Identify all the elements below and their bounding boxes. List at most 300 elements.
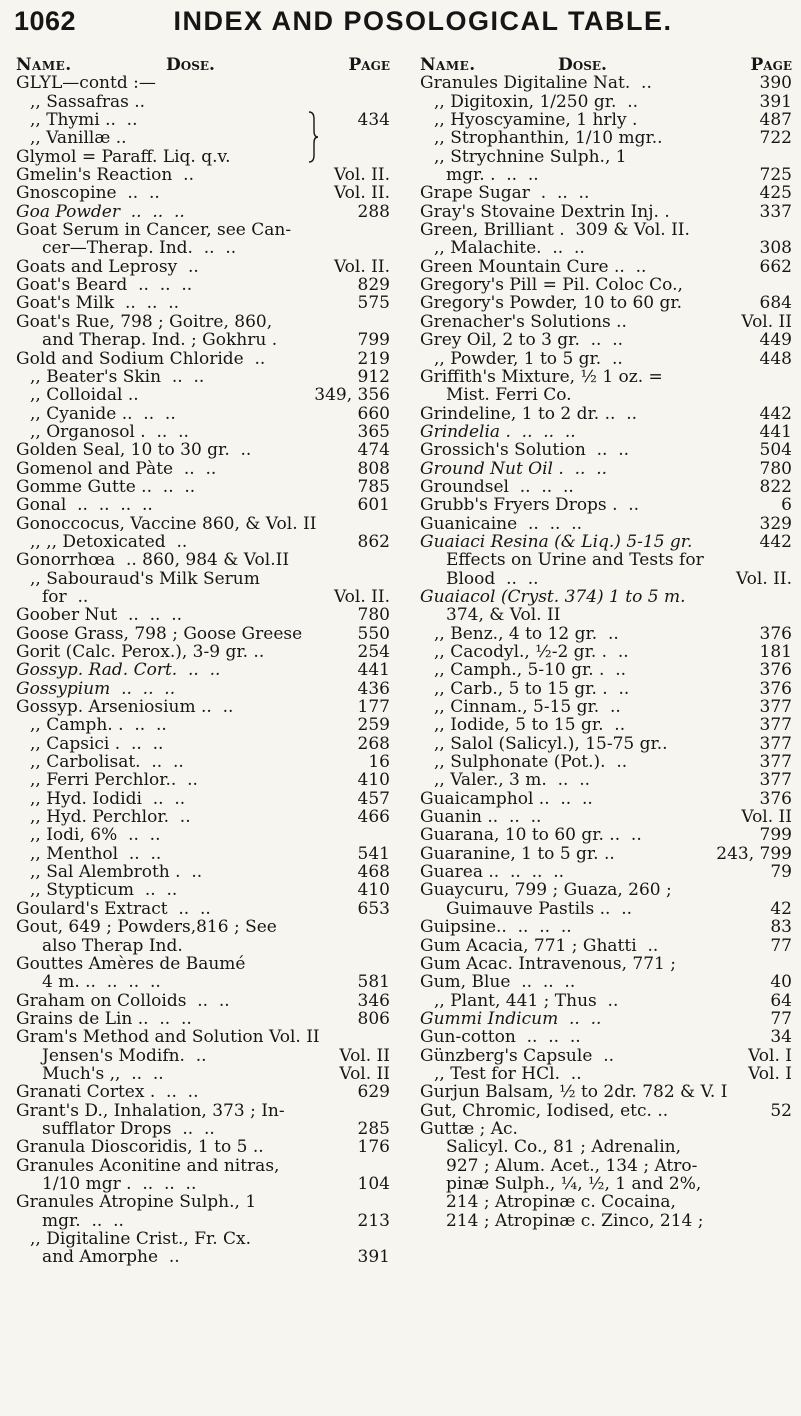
index-entry xyxy=(16,203,390,221)
entry-text: ,, Cacodyl., ½-2 gr. . .. xyxy=(434,643,629,662)
entry-text: Guttæ ; Ac. xyxy=(420,1119,518,1139)
entry-text: Grossich's Solution .. .. xyxy=(420,441,630,460)
entry-text: Gold and Sodium Chloride .. xyxy=(16,349,266,368)
entry-page: 285 xyxy=(357,1119,390,1139)
entry-text: Granati Cortex . .. .. xyxy=(16,1083,199,1102)
index-entry xyxy=(16,826,390,844)
entry-page: 40 xyxy=(770,973,792,992)
entry-text: ,, Carb., 5 to 15 gr. . .. xyxy=(434,679,630,699)
index-entry xyxy=(420,111,792,129)
entry-page: 16 xyxy=(368,753,390,772)
entry-page: 288 xyxy=(357,202,390,222)
entry-page: 785 xyxy=(357,477,390,497)
index-entry xyxy=(16,1120,390,1138)
entry-text: Guanicaine .. .. .. xyxy=(420,514,582,533)
entry-page: 442 xyxy=(759,532,792,552)
index-entry xyxy=(420,368,792,386)
entry-page: 550 xyxy=(357,624,390,643)
entry-page: 64 xyxy=(770,991,792,1010)
index-entry xyxy=(16,1193,390,1211)
entry-text: ,, Cinnam., 5-15 gr. .. xyxy=(434,698,621,717)
entry-page: 474 xyxy=(357,441,390,460)
entry-text: Goat's Milk .. .. .. xyxy=(16,294,180,313)
entry-text: ,, Organosol . .. .. xyxy=(30,422,189,442)
index-entry xyxy=(420,129,792,147)
entry-page: Vol. I xyxy=(748,1046,792,1065)
entry-page: 808 xyxy=(357,459,390,478)
entry-page: 722 xyxy=(759,129,792,148)
entry-text: Gregory's Pill = Pil. Coloc Co., xyxy=(420,276,683,295)
index-entry xyxy=(16,1083,390,1101)
index-entry xyxy=(420,239,792,257)
entry-text: Salicyl. Co., 81 ; Adrenalin, xyxy=(446,1138,682,1157)
entry-text: ,, Hyd. Perchlor. .. xyxy=(30,808,191,827)
entry-text: Guanin .. .. .. xyxy=(420,808,542,827)
index-entry xyxy=(420,184,792,202)
index-entry xyxy=(16,1010,390,1028)
index-entry xyxy=(16,1047,390,1065)
entry-page: 243, 799 xyxy=(716,844,792,864)
index-entry xyxy=(420,625,792,643)
entry-text: Guaycuru, 799 ; Guaza, 260 ; xyxy=(420,881,672,900)
entry-text: Guarea .. .. .. .. xyxy=(420,863,565,882)
index-entry xyxy=(420,1157,792,1175)
entry-page: 457 xyxy=(357,789,390,809)
entry-text: Gum, Blue .. .. .. xyxy=(420,973,576,992)
index-entry xyxy=(16,606,390,624)
right-column xyxy=(420,56,792,1230)
index-entry xyxy=(16,570,390,588)
entry-page: Vol. II. xyxy=(333,257,390,277)
entry-text: ,, Plant, 441 ; Thus .. xyxy=(434,991,619,1010)
page-title: INDEX AND POSOLOGICAL TABLE. xyxy=(173,6,673,36)
entry-page: 487 xyxy=(759,111,792,130)
entry-page: Vol. II xyxy=(741,808,792,827)
index-entry xyxy=(420,588,792,606)
entry-page: 799 xyxy=(357,331,390,350)
index-entry xyxy=(420,405,792,423)
entry-text: Guarana, 10 to 60 gr. .. .. xyxy=(420,826,642,845)
index-entry xyxy=(420,1010,792,1028)
index-entry xyxy=(420,808,792,826)
index-entry xyxy=(16,625,390,643)
entry-page: 504 xyxy=(759,441,792,460)
entry-text: ,, Hyoscyamine, 1 hrly . xyxy=(434,111,638,130)
entry-text: for .. xyxy=(42,587,89,607)
index-entry xyxy=(16,900,390,918)
entry-text: Effects on Urine and Tests for xyxy=(446,551,704,570)
index-entry xyxy=(420,1120,792,1138)
index-entry xyxy=(420,973,792,991)
entry-text: Gonorrhœa .. 860, 984 & Vol.II xyxy=(16,551,290,570)
entry-text: Gonoccocus, Vaccine 860, & Vol. II xyxy=(16,514,317,533)
index-entry xyxy=(16,1175,390,1193)
entry-page: 862 xyxy=(357,532,390,552)
entry-page: 377 xyxy=(759,734,792,754)
entry-text: and Amorphe .. xyxy=(42,1248,180,1267)
entry-text: Guaicamphol .. .. .. xyxy=(420,789,593,809)
index-entry xyxy=(16,129,390,147)
entry-page: 468 xyxy=(357,863,390,882)
entry-text: Gout, 649 ; Powders,816 ; See xyxy=(16,918,277,937)
entry-text: 927 ; Alum. Acet., 134 ; Atro- xyxy=(446,1156,698,1175)
index-entry xyxy=(16,460,390,478)
entry-text: ,, Strychnine Sulph., 1 xyxy=(434,147,627,167)
entry-page: 79 xyxy=(770,863,792,882)
index-entry xyxy=(16,1028,390,1046)
entry-text: Glymol = Paraff. Liq. q.v. xyxy=(16,147,231,167)
entry-text: ,, Ferri Perchlor.. .. xyxy=(30,771,198,790)
entry-text: Grape Sugar . .. .. xyxy=(420,184,590,203)
entry-page: 259 xyxy=(357,716,390,735)
index-entry xyxy=(420,350,792,368)
index-entry xyxy=(16,368,390,386)
index-entry xyxy=(16,166,390,184)
entry-text: Gum Acac. Intravenous, 771 ; xyxy=(420,954,676,974)
index-entry xyxy=(16,239,390,257)
entry-page: 410 xyxy=(357,771,390,790)
entry-page: 390 xyxy=(759,74,792,93)
index-entry xyxy=(420,753,792,771)
entry-text: Griffith's Mixture, ½ 1 oz. = xyxy=(420,367,663,387)
entry-page: 349, 356 xyxy=(314,386,390,405)
entry-text: Gram's Method and Solution Vol. II xyxy=(16,1028,320,1047)
entry-text: Grant's D., Inhalation, 373 ; In- xyxy=(16,1101,285,1120)
entry-page: Vol. II. xyxy=(333,184,390,203)
index-entry xyxy=(16,808,390,826)
index-entry xyxy=(16,973,390,991)
entry-text: ,, Sulphonate (Pot.). .. xyxy=(434,753,628,772)
index-entry xyxy=(16,294,390,312)
index-entry xyxy=(16,350,390,368)
entry-text: ,, Digitaline Crist., Fr. Cx. xyxy=(30,1230,252,1249)
entry-text: ,, Thymi .. .. xyxy=(30,111,138,130)
entry-text: 1/10 mgr . .. .. .. xyxy=(42,1174,197,1194)
entry-text: Gummi Indicum .. .. xyxy=(420,1009,602,1029)
entry-text: ,, Strophanthin, 1/10 mgr.. xyxy=(434,129,663,148)
index-entry xyxy=(16,551,390,569)
index-entry xyxy=(420,148,792,166)
entry-page: 77 xyxy=(770,936,792,955)
entry-text: ,, ,, Detoxicated .. xyxy=(30,532,188,552)
entry-text: Gonal .. .. .. .. xyxy=(16,496,153,515)
entry-text: Goat Serum in Cancer, see Can- xyxy=(16,221,292,240)
index-entry xyxy=(420,826,792,844)
entry-text: Green, Brilliant . 309 & Vol. II. xyxy=(420,221,690,240)
entry-text: 374, & Vol. II xyxy=(446,606,561,625)
entry-text: 214 ; Atropinæ c. Cocaina, xyxy=(446,1193,676,1212)
entry-page: 104 xyxy=(357,1174,390,1194)
heading-page: Page xyxy=(750,56,792,75)
index-entry xyxy=(16,918,390,936)
entry-text: ,, Sabouraud's Milk Serum xyxy=(30,569,260,588)
index-entry xyxy=(420,386,792,404)
index-entry xyxy=(420,845,792,863)
entry-text: ,, Menthol .. .. xyxy=(30,844,162,864)
entry-page: 219 xyxy=(357,349,390,368)
entry-text: ,, Valer., 3 m. .. .. xyxy=(434,771,591,790)
column-heading xyxy=(420,56,792,74)
entry-page: 376 xyxy=(759,679,792,699)
entry-text: ,, Iodide, 5 to 15 gr. .. xyxy=(434,716,626,735)
index-entry xyxy=(420,900,792,918)
heading-page: Page xyxy=(348,56,390,75)
entry-page: 77 xyxy=(770,1009,792,1029)
entry-text: ,, Beater's Skin .. .. xyxy=(30,367,205,387)
entry-text: ,, Hyd. Iodidi .. .. xyxy=(30,789,186,809)
entry-text: Gun-cotton .. .. .. xyxy=(420,1028,581,1047)
entry-page: 829 xyxy=(357,276,390,295)
entry-text: ,, Iodi, 6% .. .. xyxy=(30,826,161,845)
index-entry xyxy=(16,588,390,606)
index-entry xyxy=(16,405,390,423)
entry-page: 441 xyxy=(759,422,792,442)
entry-text: Granules Atropine Sulph., 1 xyxy=(16,1193,257,1212)
entry-text: Grenacher's Solutions .. xyxy=(420,312,627,332)
entry-page: Vol. II xyxy=(741,312,792,332)
entry-page: 581 xyxy=(357,973,390,992)
index-entry xyxy=(420,790,792,808)
index-entry xyxy=(420,661,792,679)
entry-text: ,, Cyanide .. .. .. xyxy=(30,404,176,423)
entry-page: 684 xyxy=(759,294,792,313)
entry-page: Vol. II xyxy=(339,1064,390,1084)
entry-text: ,, Colloidal .. xyxy=(30,386,139,405)
entry-page: 329 xyxy=(759,514,792,533)
index-entry xyxy=(16,863,390,881)
index-entry xyxy=(420,643,792,661)
entry-page: Vol. II. xyxy=(333,587,390,607)
index-entry xyxy=(420,1212,792,1230)
index-entry xyxy=(420,1065,792,1083)
entry-page: 391 xyxy=(759,92,792,112)
index-entry xyxy=(420,423,792,441)
entry-text: ,, Camph., 5-10 gr. . .. xyxy=(434,661,627,680)
index-entry xyxy=(16,661,390,679)
index-entry xyxy=(420,1138,792,1156)
entry-text: ,, Capsici . .. .. xyxy=(30,734,164,754)
index-entry xyxy=(16,111,390,129)
entry-page: 410 xyxy=(357,881,390,900)
entry-text: sufflator Drops .. .. xyxy=(42,1119,215,1139)
left-column xyxy=(16,56,390,1267)
index-entry xyxy=(420,460,792,478)
entry-text: Goose Grass, 798 ; Goose Greese xyxy=(16,624,303,643)
entry-text: Ground Nut Oil . .. .. xyxy=(420,459,608,478)
entry-page: 780 xyxy=(759,459,792,478)
entry-text: Grubb's Fryers Drops . .. xyxy=(420,496,640,515)
page-header xyxy=(0,0,801,44)
index-entry xyxy=(16,845,390,863)
index-entry xyxy=(420,716,792,734)
index-entry xyxy=(420,1047,792,1065)
entry-page: 653 xyxy=(357,899,390,919)
entry-text: ,, Malachite. .. .. xyxy=(434,239,585,258)
entry-text: also Therap Ind. xyxy=(42,936,183,955)
heading-name: Name. xyxy=(16,56,72,75)
index-entry xyxy=(420,313,792,331)
entry-text: Gossyp. Arseniosium .. .. xyxy=(16,698,234,717)
index-entry xyxy=(420,515,792,533)
entry-page: 34 xyxy=(770,1028,792,1047)
heading-name: Name. xyxy=(420,56,476,75)
entry-text: Jensen's Modifn. .. xyxy=(42,1046,207,1065)
entry-text: Guaiacol (Cryst. 374) 1 to 5 m. xyxy=(420,587,686,607)
entry-text: cer—Therap. Ind. .. .. xyxy=(42,239,237,258)
brace-page: 434 xyxy=(357,111,390,130)
entry-page: 181 xyxy=(759,643,792,662)
index-entry xyxy=(420,496,792,514)
entry-text: Goa Powder .. .. .. xyxy=(16,202,185,222)
index-entry xyxy=(420,735,792,753)
entry-page: 377 xyxy=(759,753,792,772)
entry-text: Granula Dioscoridis, 1 to 5 .. xyxy=(16,1138,264,1157)
index-entry xyxy=(16,937,390,955)
entry-page: Vol. II. xyxy=(735,569,792,588)
entry-page: 346 xyxy=(357,991,390,1010)
index-entry xyxy=(16,771,390,789)
entry-text: Graham on Colloids .. .. xyxy=(16,991,230,1010)
entry-page: 436 xyxy=(357,679,390,699)
index-entry xyxy=(16,698,390,716)
index-entry xyxy=(16,515,390,533)
index-entry xyxy=(16,1212,390,1230)
entry-page: 377 xyxy=(759,771,792,790)
entry-text: Goats and Leprosy .. xyxy=(16,257,199,277)
entry-page: 213 xyxy=(357,1211,390,1230)
index-entry xyxy=(16,533,390,551)
entry-text: Grindelia . .. .. .. xyxy=(420,422,576,442)
index-entry xyxy=(420,166,792,184)
entry-text: ,, Carbolisat. .. .. xyxy=(30,753,184,772)
heading-dose: Dose. xyxy=(166,56,215,75)
entry-page: 575 xyxy=(357,294,390,313)
index-entry xyxy=(16,753,390,771)
index-entry xyxy=(420,203,792,221)
entry-text: pinæ Sulph., ¼, ½, 1 and 2%, xyxy=(446,1174,702,1194)
index-entry xyxy=(420,955,792,973)
index-entry xyxy=(420,533,792,551)
index-entry xyxy=(420,881,792,899)
index-entry xyxy=(420,570,792,588)
index-entry xyxy=(420,680,792,698)
entry-text: ,, Vanillæ .. xyxy=(30,129,127,148)
entry-page: 448 xyxy=(759,349,792,368)
index-entry xyxy=(420,698,792,716)
index-entry xyxy=(16,716,390,734)
index-entry xyxy=(420,606,792,624)
entry-page: 780 xyxy=(357,606,390,625)
entry-text: Guaranine, 1 to 5 gr. .. xyxy=(420,844,615,864)
entry-text: Gossypium .. .. .. xyxy=(16,679,176,699)
entry-page: 83 xyxy=(770,918,792,937)
entry-text: Grains de Lin .. .. .. xyxy=(16,1009,192,1029)
entry-text: mgr. .. .. xyxy=(42,1211,124,1230)
entry-text: Gregory's Powder, 10 to 60 gr. xyxy=(420,294,683,313)
entry-page: Vol. I xyxy=(748,1064,792,1084)
index-entry xyxy=(16,258,390,276)
index-entry xyxy=(16,1248,390,1266)
index-entry xyxy=(16,74,390,92)
entry-text: ,, Camph. . .. .. xyxy=(30,716,167,735)
entry-text: Gomme Gutte .. .. .. xyxy=(16,477,196,497)
entry-page: 822 xyxy=(759,477,792,497)
index-entry xyxy=(420,1102,792,1120)
index-entry xyxy=(16,423,390,441)
index-entry xyxy=(16,1102,390,1120)
entry-text: Green Mountain Cure .. .. xyxy=(420,257,647,277)
column-heading xyxy=(16,56,390,74)
entry-page: 376 xyxy=(759,624,792,643)
index-entry xyxy=(420,863,792,881)
entry-text: Gut, Chromic, Iodised, etc. .. xyxy=(420,1101,669,1120)
entry-text: Guaiaci Resina (& Liq.) 5-15 gr. xyxy=(420,532,693,552)
entry-text: ,, Sassafras .. xyxy=(30,91,146,112)
entry-page: 442 xyxy=(759,404,792,423)
entry-page: Vol. II xyxy=(339,1046,390,1065)
entry-text: Guimauve Pastils .. .. xyxy=(446,899,633,919)
index-entry xyxy=(420,93,792,111)
index-entry xyxy=(420,74,792,92)
entry-text: Grey Oil, 2 to 3 gr. .. .. xyxy=(420,331,624,350)
entry-text: Grindeline, 1 to 2 dr. .. .. xyxy=(420,404,638,423)
entry-page: 308 xyxy=(759,239,792,258)
entry-page: 799 xyxy=(759,826,792,845)
entry-page: 254 xyxy=(357,643,390,662)
index-entry xyxy=(16,790,390,808)
index-entry xyxy=(420,1193,792,1211)
entry-text: Much's ,, .. .. xyxy=(42,1064,164,1084)
index-entry xyxy=(16,735,390,753)
index-entry xyxy=(420,1175,792,1193)
entry-text: Gouttes Amères de Baumé xyxy=(16,954,246,974)
entry-page: 337 xyxy=(759,202,792,222)
entry-text: Goulard's Extract .. .. xyxy=(16,899,211,919)
index-entry xyxy=(420,771,792,789)
entry-text: Goober Nut .. .. .. xyxy=(16,606,183,625)
index-entry xyxy=(420,276,792,294)
index-entry xyxy=(420,1083,792,1101)
index-entry xyxy=(420,478,792,496)
entry-text: Gum Acacia, 771 ; Ghatti .. xyxy=(420,936,659,955)
entry-text: ,, Salol (Salicyl.), 15-75 gr.. xyxy=(434,734,668,754)
entry-text: mgr. . .. .. xyxy=(446,166,539,185)
entry-text: Golden Seal, 10 to 30 gr. .. xyxy=(16,441,252,460)
index-entry xyxy=(16,221,390,239)
entry-text: ,, Powder, 1 to 5 gr. .. xyxy=(434,349,623,368)
entry-page: 377 xyxy=(759,698,792,717)
heading-dose: Dose. xyxy=(558,56,607,75)
index-entry xyxy=(16,386,390,404)
entry-text: Günzberg's Capsule .. xyxy=(420,1046,614,1065)
index-entry xyxy=(420,918,792,936)
index-entry xyxy=(16,184,390,202)
index-entry xyxy=(420,441,792,459)
entry-page: Vol. II. xyxy=(333,166,390,185)
entry-text: Mist. Ferri Co. xyxy=(446,386,572,405)
entry-page: 660 xyxy=(357,404,390,423)
entry-text: ,, Benz., 4 to 12 gr. .. xyxy=(434,624,619,643)
entry-page: 466 xyxy=(357,808,390,827)
index-entry xyxy=(16,680,390,698)
index-entry xyxy=(16,441,390,459)
entry-page: 268 xyxy=(357,734,390,754)
index-entry xyxy=(16,1157,390,1175)
entry-page: 376 xyxy=(759,789,792,809)
entry-text: Gorit (Calc. Perox.), 3-9 gr. .. xyxy=(16,643,265,662)
index-entry xyxy=(16,313,390,331)
entry-page: 449 xyxy=(759,331,792,350)
